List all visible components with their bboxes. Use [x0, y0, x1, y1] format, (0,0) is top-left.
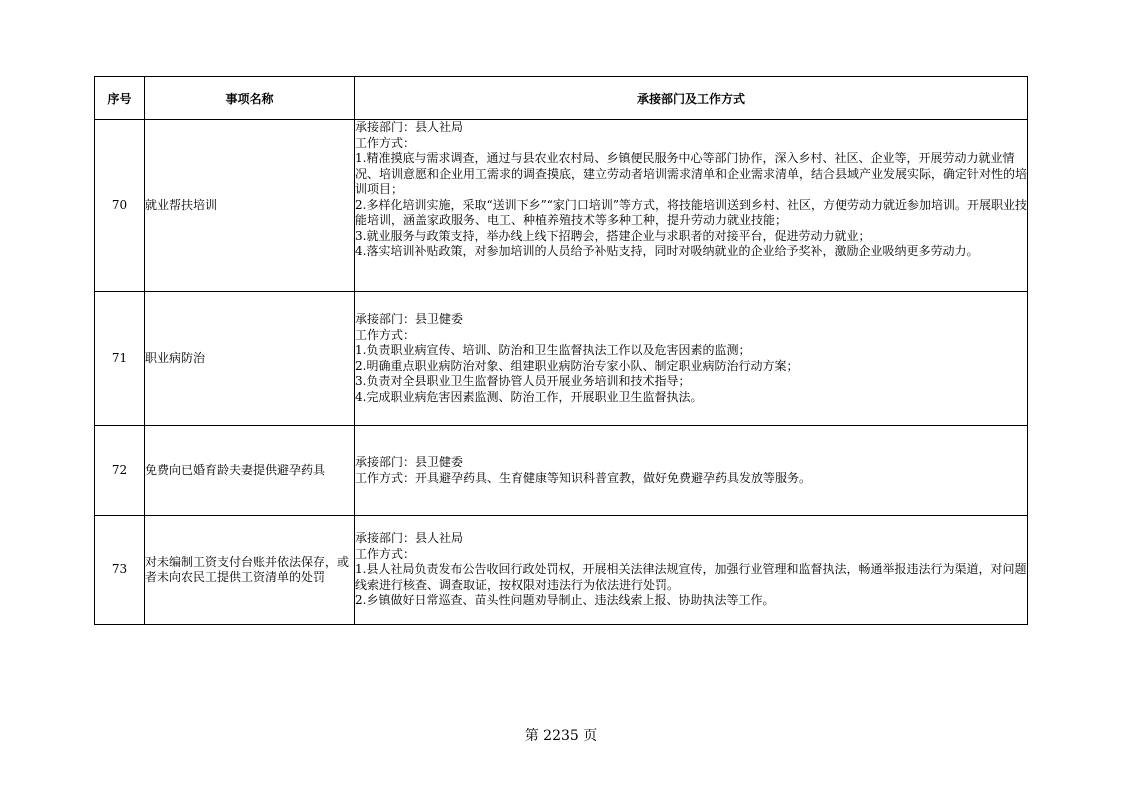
row-work-description	[355, 292, 1028, 426]
row-number: 72	[95, 426, 145, 516]
work-line: 3.负责对全县职业卫生监督协管人员开展业务培训和技术指导；	[355, 374, 691, 388]
table-row	[95, 120, 1028, 292]
row-item-name: 职业病防治	[145, 292, 355, 426]
work-line: 2.乡镇做好日常巡查、苗头性问题劝导制止、违法线索上报、协助执法等工作。	[355, 593, 775, 608]
work-line: 4.完成职业病危害因素监测、防治工作，开展职业卫生监督执法。	[355, 389, 703, 404]
row-item-name: 就业帮扶培训	[145, 120, 355, 292]
work-line: 承接部门：县卫健委	[355, 455, 464, 469]
work-line: 工作方式：开具避孕药具、生育健康等知识科普宣教，做好免费避孕药具发放等服务。	[355, 470, 812, 485]
work-line: 承接部门：县人社局	[355, 120, 464, 134]
row-work-description	[355, 120, 1028, 292]
row-work-description	[355, 426, 1028, 516]
table-row	[95, 516, 1028, 625]
row-work-description	[355, 516, 1028, 625]
page-number: 第 2235 页	[524, 728, 598, 744]
work-line: 承接部门：县人社局	[355, 531, 464, 546]
header-work: 承接部门及工作方式	[355, 77, 1028, 120]
table-row	[95, 426, 1028, 516]
work-line: 工作方式：	[355, 327, 416, 342]
matters-table	[94, 76, 1028, 625]
work-line: 1.负责职业病宣传、培训、防治和卫生监督执法工作以及危害因素的监测；	[355, 343, 751, 357]
work-line: 承接部门：县卫健委	[355, 312, 464, 326]
work-line: 1.精准摸底与需求调查，通过与县农业农村局、乡镇便民服务中心等部门协作，深入乡村、社区、企业等，开展劳动力就业情况、培训意愿和企业用工需求的调查摸底，建立劳动者培训需求清单和企业需求清单，结合县域产业发展实际，确定针对性的培训项目；	[355, 151, 1028, 196]
table-row	[95, 292, 1028, 426]
row-number: 71	[95, 292, 145, 426]
work-line: 3.就业服务与政策支持，举办线上线下招聘会，搭建企业与求职者的对接平台，促进劳动力就业；	[355, 228, 871, 243]
row-number: 73	[95, 516, 145, 625]
work-line: 工作方式：	[355, 546, 416, 561]
work-line: 2.明确重点职业病防治对象、组建职业病防治专家小队、制定职业病防治行动方案；	[355, 358, 799, 373]
row-number: 70	[95, 120, 145, 292]
header-no: 序号	[95, 77, 145, 120]
work-line: 4.落实培训补贴政策，对参加培训的人员给予补贴支持，同时对吸纳就业的企业给予奖补，激励企业吸纳更多劳动力。	[355, 244, 979, 258]
row-item-name: 免费向已婚育龄夫妻提供避孕药具	[145, 426, 355, 516]
work-line: 1.县人社局负责发布公告收回行政处罚权，开展相关法律法规宣传，加强行业管理和监督执法，畅通举报违法行为渠道，对问题线索进行核查、调查取证，按权限对违法行为依法进行处罚。	[355, 562, 1027, 592]
header-name: 事项名称	[145, 77, 355, 120]
work-line: 2.多样化培训实施，采取“送训下乡”“家门口培训”等方式，将技能培训送到乡村、社区，方便劳动力就近参加培训。开展职业技能培训，涵盖家政服务、电工、种植养殖技术等多种工种，提升劳动力就业技能；	[355, 197, 1027, 227]
table-header-row	[95, 77, 1028, 120]
work-line: 工作方式：	[355, 135, 416, 150]
row-item-name: 对未编制工资支付台账并依法保存，或者未向农民工提供工资清单的处罚	[145, 516, 355, 625]
